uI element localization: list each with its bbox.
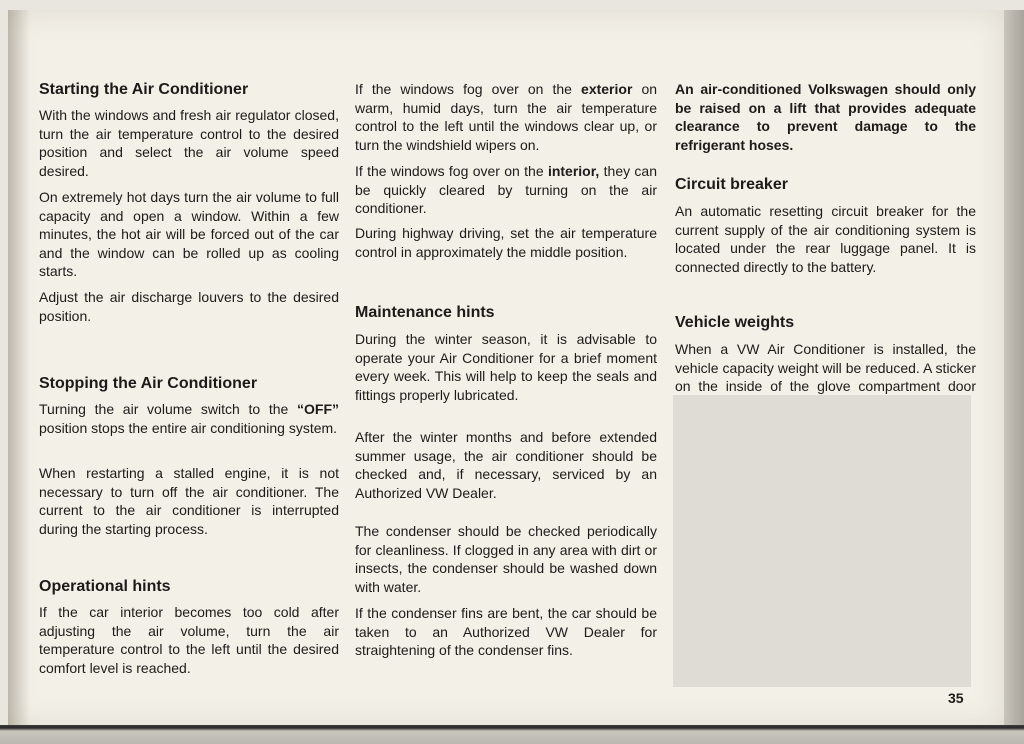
page-edge-right [1004,10,1024,730]
heading-maintenance: Maintenance hints [355,304,495,321]
text: If the windows fog over on the [355,81,572,97]
paragraph-maintenance-4: If the condenser fins are bent, the car should be taken to an Authorized VW Dealer for straightening of the condenser fins. [355,605,657,659]
off-label: “OFF” [297,401,339,417]
paragraph-starting-1: With the windows and fresh air regulator closed, turn the air temperature control to the desired position and select the air volume speed desired. [39,107,339,179]
image-placeholder-area [673,395,971,687]
interior-label: interior, [547,163,600,179]
text: on warm, humid days, turn the air temperature control to the left until the windows clear up, or turn the windshield wipers on. [355,81,658,153]
paragraph-operational-1: If the car interior becomes too cold after adjusting the air volume, turn the air temperature control to the left until the desired comfort level is reached. [39,604,339,676]
paragraph-stopping-2: When restarting a stalled engine, it is not necessary to turn off the air conditioner. The current to the air conditioner is interrupted during the starting process. [39,465,339,537]
text: they can be quickly cleared by turning on the air conditioner. [355,163,658,217]
paragraph-fog-exterior [355,80,657,154]
paragraph-circuit-breaker: An automatic resetting circuit breaker for the current supply of the air conditioning system is located under the rear luggage panel. It is connected directly to the battery. [675,203,976,275]
paragraph-lift-warning: An air-conditioned Volkswagen should only be raised on a lift that provides adequate clearance to prevent damage to the refrigerant hoses. [675,81,976,153]
paragraph-maintenance-1: During the winter season, it is advisable to operate your Air Conditioner for a brief moment every week. This will help to keep the seals and fittings properly lubricated. [355,331,657,403]
paragraph-stopping-1 [39,400,339,437]
paragraph-maintenance-2: After the winter months and before extended summer usage, the air conditioner should be checked and, if necessary, serviced by an Authorized VW Dealer. [355,429,657,501]
manual-page [8,10,1004,728]
paragraph-starting-2: On extremely hot days turn the air volume to full capacity and open a window. Within a few minutes, the hot air will be forced out of the car and the window can be rolled up as cooling starts. [39,189,339,280]
text: position stops the entire air conditioning system. [39,419,338,436]
paragraph-fog-interior [355,162,657,218]
paragraph-vehicle-weights: When a VW Air Conditioner is installed, the vehicle capacity weight will be reduced. A sticker on the inside of the glove compartment door [675,341,976,395]
page-edge-bottom [0,725,1024,744]
heading-starting: Starting the Air Conditioner [39,81,249,98]
text: If the windows fog over on the [355,163,544,179]
page-number: 35 [948,690,964,706]
paragraph-starting-3: Adjust the air discharge louvers to the desired position. [39,289,339,324]
heading-vehicle-weights: Vehicle weights [675,314,795,331]
exterior-label: exterior [581,81,633,97]
heading-stopping: Stopping the Air Conditioner [39,375,258,392]
text: Turning the air volume switch to the [39,401,289,417]
paragraph-maintenance-3: The condenser should be checked periodically for cleanliness. If clogged in any area with dirt or insects, the condenser should be washed down with water. [355,523,657,595]
paragraph-highway: During highway driving, set the air temperature control in approximately the middle position. [355,225,657,260]
heading-operational: Operational hints [39,578,171,595]
spine-shadow [8,10,30,728]
heading-circuit-breaker: Circuit breaker [675,176,788,193]
